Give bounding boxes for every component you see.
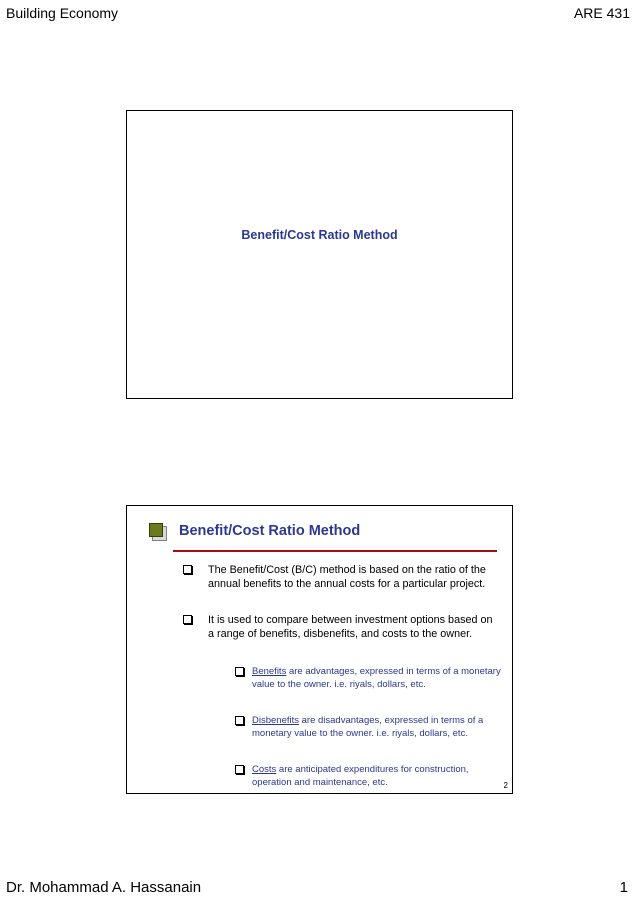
sub-bullet-text: are advantages, expressed in terms of a monetary value to the owner. i.e. riyals, dollars, etc. xyxy=(252,666,501,690)
bullet-text: The Benefit/Cost (B/C) method is based on the ratio of the annual benefits to the annual costs for a particular project. xyxy=(208,564,486,590)
slide-bullet-icon xyxy=(149,523,165,539)
slide-1-title: Benefit/Cost Ratio Method xyxy=(241,228,398,242)
sub-bullet-text: are anticipated expenditures for construction, operation and maintenance, etc. xyxy=(252,764,469,788)
slide-page-number: 2 xyxy=(503,781,508,790)
header-course-title: Building Economy xyxy=(6,5,119,21)
bullet-text: It is used to compare between investment options based on a range of benefits, disbenefits, and costs to the owner. xyxy=(208,614,493,640)
checkbox-bullet-icon xyxy=(235,716,244,725)
header-course-code: ARE 431 xyxy=(573,5,630,21)
slide-2 xyxy=(126,505,513,794)
checkbox-bullet-icon xyxy=(183,615,192,624)
sub-bullet-item xyxy=(252,714,502,740)
sub-bullet-term: Benefits xyxy=(252,666,287,677)
bullet-item xyxy=(208,613,498,641)
title-divider xyxy=(173,550,497,552)
checkbox-bullet-icon xyxy=(183,565,192,574)
sub-bullet-item xyxy=(252,665,502,691)
sub-bullet-term: Disbenefits xyxy=(252,715,299,726)
sub-bullet-text: are disadvantages, expressed in terms of a monetary value to the owner. i.e. riyals, dollars, etc. xyxy=(252,715,484,739)
sub-bullet-item xyxy=(252,763,502,789)
slide-2-title: Benefit/Cost Ratio Method xyxy=(179,523,361,539)
footer-page-number: 1 xyxy=(619,879,628,896)
checkbox-bullet-icon xyxy=(235,667,244,676)
sub-bullet-term: Costs xyxy=(252,764,277,775)
checkbox-bullet-icon xyxy=(235,765,244,774)
slide-1 xyxy=(126,110,513,399)
footer-author: Dr. Mohammad A. Hassanain xyxy=(6,879,202,896)
bullet-item xyxy=(208,563,498,591)
